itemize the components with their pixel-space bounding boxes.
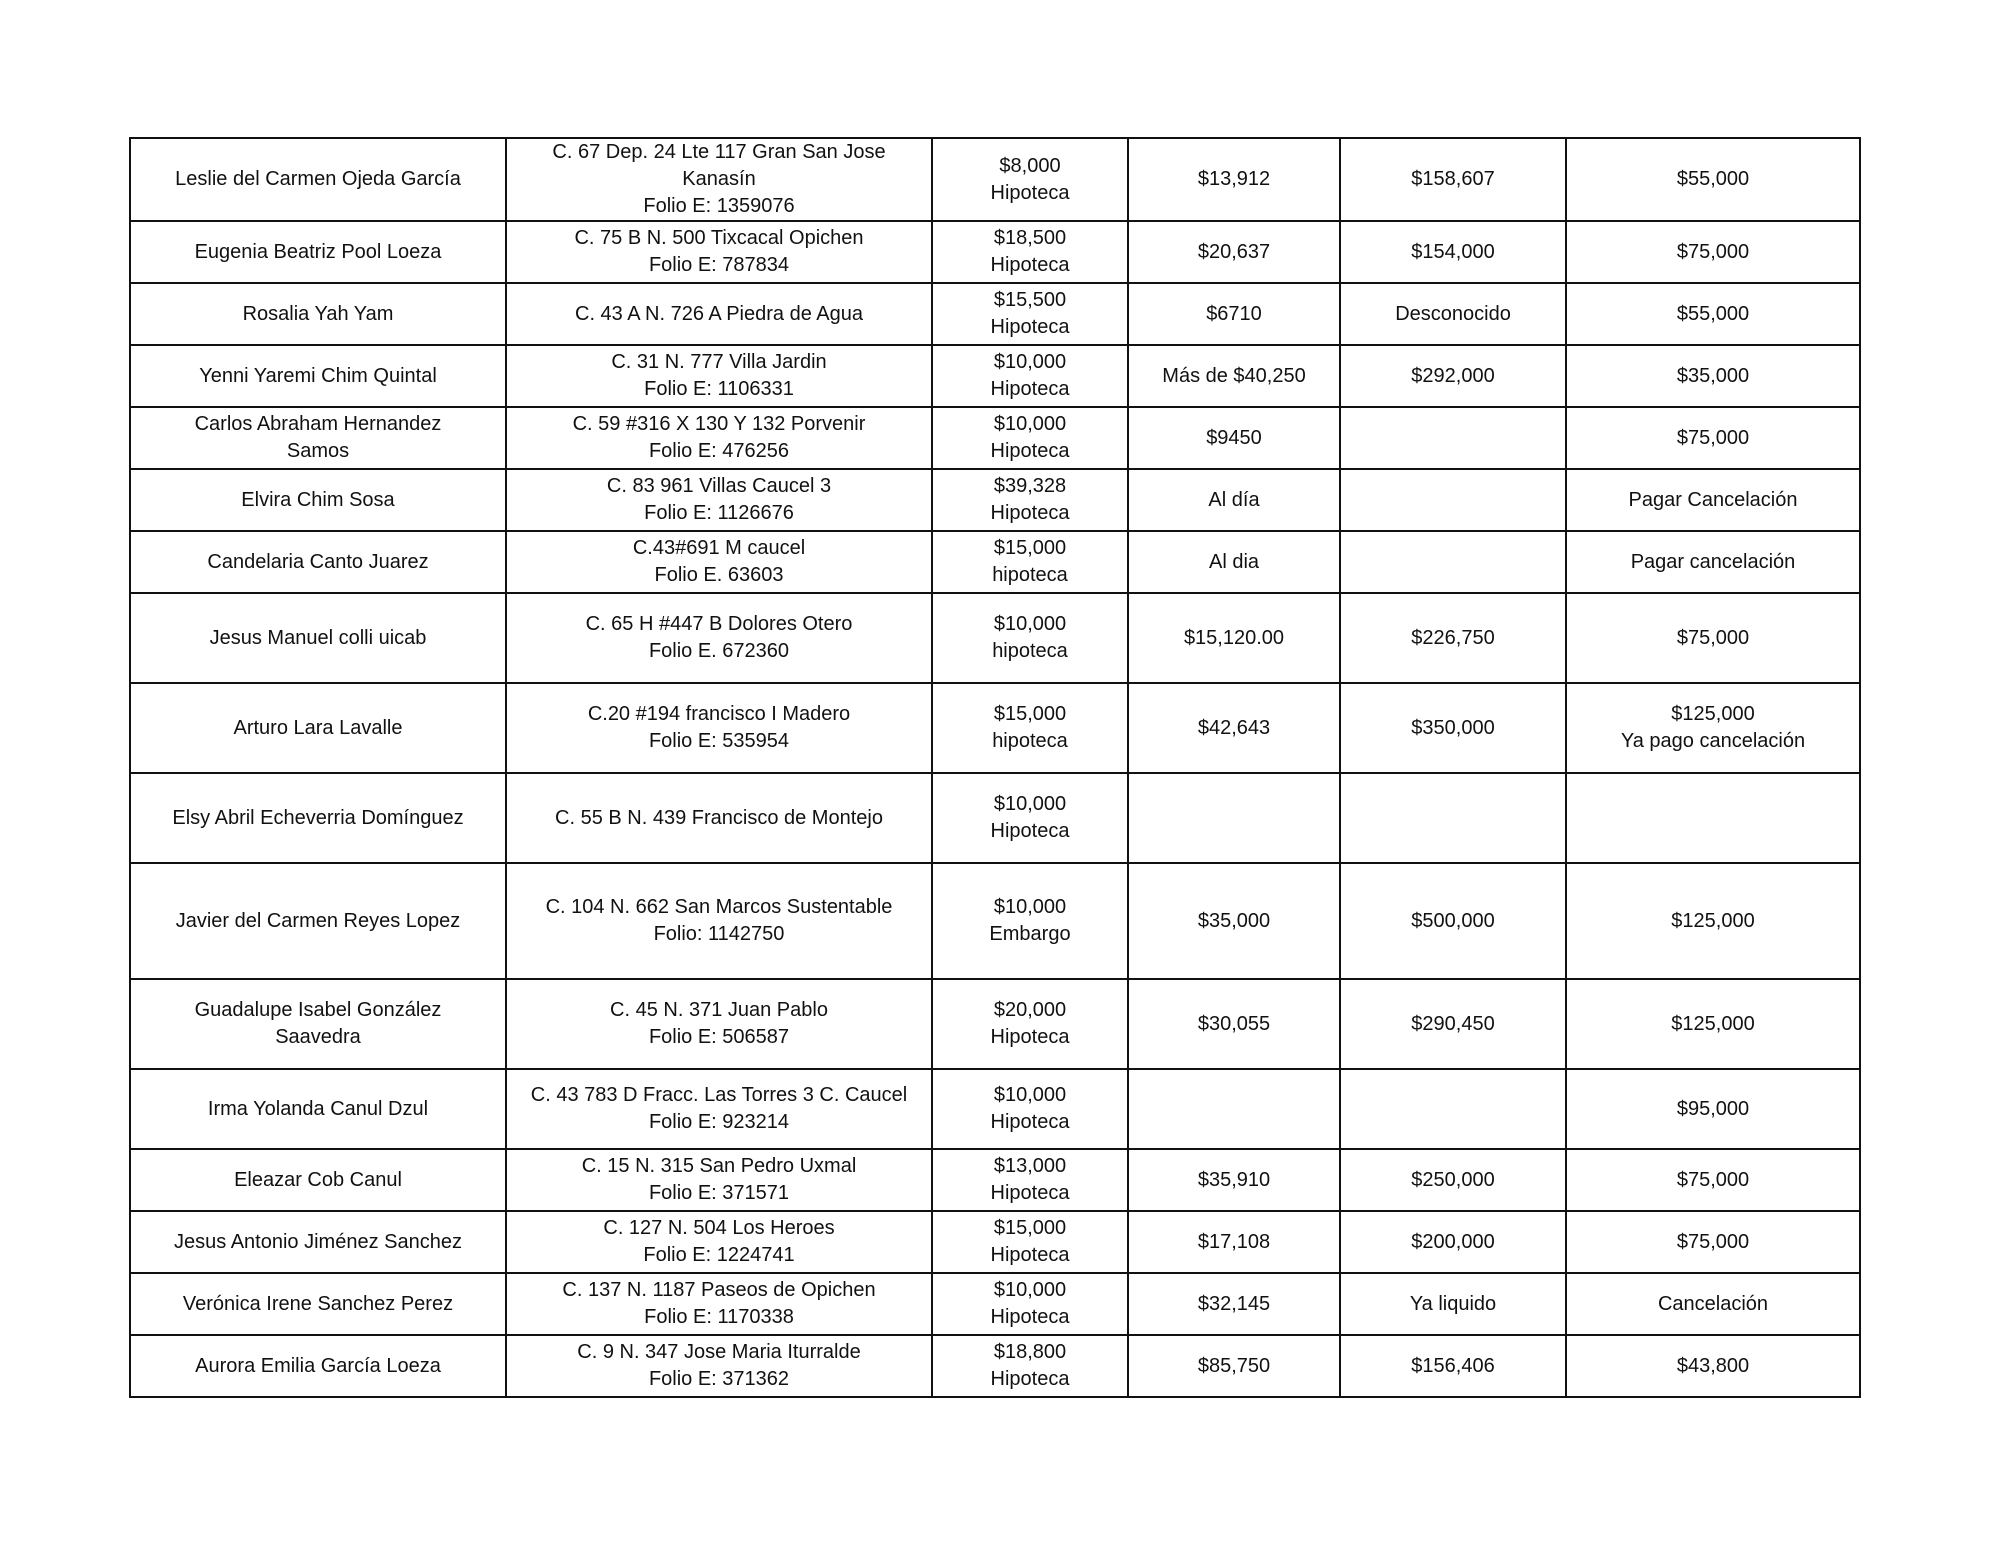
cell-debt [1128,1335,1340,1397]
address-line: C. 83 961 Villas Caucel 3 [606,475,832,497]
credit-line: Hipoteca [990,1182,1070,1204]
offer-line: $43,800 [1676,1354,1750,1377]
credit-line: hipoteca [992,640,1068,662]
address-line: C. 45 N. 371 Juan Pablo [610,999,828,1021]
cell-value [1340,407,1566,469]
credit-line: Hipoteca [990,1306,1070,1328]
cell-offer [1566,221,1860,283]
cell-address [506,345,932,407]
table-row [130,1273,1860,1335]
address-line: Folio E: 371571 [648,1182,790,1204]
cell-value [1340,1149,1566,1211]
cell-offer [1566,863,1860,979]
address-line: Folio E: 1224741 [643,1244,795,1266]
cell-name [130,407,506,469]
address-line: Kanasín [682,168,756,190]
name-line: Rosalia Yah Yam [242,302,394,325]
cell-credit [932,407,1128,469]
table-row [130,345,1860,407]
cell-credit [932,469,1128,531]
name-line: Aurora Emilia García Loeza [195,1354,441,1377]
cell-address [506,1149,932,1211]
address-line: C. 127 N. 504 Los Heroes [603,1217,835,1239]
cell-address [506,138,932,221]
table-row [130,863,1860,979]
credit-line: Hipoteca [990,181,1070,204]
credit-line: $39,328 [993,475,1067,497]
cell-value [1340,138,1566,221]
address-line: Folio E: 371362 [648,1368,790,1390]
table-row [130,979,1860,1069]
cell-value [1340,1335,1566,1397]
cell-address [506,407,932,469]
cell-name [130,1273,506,1335]
cell-value [1340,283,1566,345]
offer-line: $125,000 [1671,703,1755,725]
address-line: Folio E: 476256 [648,440,790,462]
address-line: C.20 #194 francisco I Madero [587,703,851,725]
table-row [130,1149,1860,1211]
name-line: Guadalupe Isabel González [194,999,442,1021]
table-row [130,531,1860,593]
debt-line: Al día [1208,488,1260,511]
cell-credit [932,138,1128,221]
credit-line: Hipoteca [990,1368,1070,1390]
name-line: Elsy Abril Echeverria Domínguez [172,806,464,829]
address-line: Folio E: 535954 [648,730,790,752]
cell-name [130,1069,506,1149]
table-row [130,469,1860,531]
cell-name [130,1335,506,1397]
cell-name [130,531,506,593]
cell-debt [1128,138,1340,221]
credit-line: Hipoteca [990,1244,1070,1266]
offer-line: Ya pago cancelación [1620,730,1806,752]
debt-line: $35,910 [1197,1168,1271,1191]
cell-address [506,1335,932,1397]
cell-debt [1128,531,1340,593]
name-line: Eugenia Beatriz Pool Loeza [194,240,442,263]
cell-value [1340,469,1566,531]
address-line: Folio E: 1126676 [644,502,794,524]
cell-address [506,1211,932,1273]
offer-line: $75,000 [1676,1230,1750,1253]
debt-line: $20,637 [1197,240,1271,263]
credit-line: $10,000 [993,1084,1067,1106]
credit-line: Hipoteca [990,1026,1070,1048]
address-line: C. 15 N. 315 San Pedro Uxmal [581,1155,857,1177]
credit-line: hipoteca [992,730,1068,752]
value-line: $290,450 [1411,1012,1495,1035]
cell-name [130,345,506,407]
value-line: $350,000 [1411,716,1495,739]
cell-credit [932,863,1128,979]
offer-line: $75,000 [1676,240,1750,263]
cell-debt [1128,1069,1340,1149]
cell-value [1340,345,1566,407]
value-line: $250,000 [1411,1168,1495,1191]
cell-credit [932,1149,1128,1211]
debt-line: $17,108 [1197,1230,1271,1253]
table-row [130,1211,1860,1273]
cell-debt [1128,1149,1340,1211]
cell-offer [1566,1069,1860,1149]
cell-offer [1566,138,1860,221]
cell-debt [1128,1211,1340,1273]
table-row [130,138,1860,221]
cell-address [506,773,932,863]
cell-address [506,683,932,773]
debt-line: $6710 [1206,302,1262,325]
cell-credit [932,283,1128,345]
cell-value [1340,221,1566,283]
credit-line: Hipoteca [990,316,1070,338]
address-line: Folio E: 506587 [648,1026,790,1048]
cell-value [1340,1211,1566,1273]
address-line: C. 104 N. 662 San Marcos Sustentable [545,896,893,918]
cell-credit [932,531,1128,593]
cell-debt [1128,1273,1340,1335]
debt-line: $35,000 [1197,909,1271,932]
credit-line: Hipoteca [990,820,1070,842]
address-line: C. 67 Dep. 24 Lte 117 Gran San Jose [552,141,886,163]
credit-line: $13,000 [993,1155,1067,1177]
cell-credit [932,1335,1128,1397]
value-line: $500,000 [1411,909,1495,932]
table-row [130,221,1860,283]
debt-line: $9450 [1206,426,1262,449]
name-line: Irma Yolanda Canul Dzul [207,1097,429,1120]
debt-line: $32,145 [1197,1292,1271,1315]
name-line: Arturo Lara Lavalle [233,716,403,739]
value-line: $158,607 [1411,168,1495,190]
cell-debt [1128,407,1340,469]
offer-line: $95,000 [1676,1097,1750,1120]
cell-offer [1566,345,1860,407]
cell-debt [1128,773,1340,863]
name-line: Elvira Chim Sosa [241,488,395,511]
cell-offer [1566,1149,1860,1211]
cell-offer [1566,683,1860,773]
table-row [130,283,1860,345]
cell-name [130,469,506,531]
address-line: C. 65 H #447 B Dolores Otero [585,613,853,635]
cell-name [130,773,506,863]
credit-line: $20,000 [993,999,1067,1021]
cell-credit [932,1273,1128,1335]
credit-line: $15,500 [993,289,1067,311]
table-row [130,683,1860,773]
name-line: Javier del Carmen Reyes Lopez [175,909,461,932]
credit-line: $10,000 [993,793,1067,815]
credit-line: Embargo [989,923,1071,945]
value-line: $200,000 [1411,1230,1495,1253]
cell-name [130,1211,506,1273]
offer-line: $125,000 [1671,1012,1755,1035]
address-line: C. 43 783 D Fracc. Las Torres 3 C. Caucel [530,1084,908,1106]
cell-address [506,1273,932,1335]
address-line: C. 31 N. 777 Villa Jardin [611,351,827,373]
credit-line: Hipoteca [990,440,1070,462]
address-line: Folio E: 923214 [648,1111,790,1133]
name-line: Saavedra [275,1026,361,1048]
credit-line: $15,000 [993,537,1067,559]
cell-offer [1566,593,1860,683]
address-line: Folio E: 787834 [648,254,790,276]
cell-address [506,863,932,979]
cell-name [130,283,506,345]
table-row [130,1069,1860,1149]
cell-value [1340,979,1566,1069]
value-line: $154,000 [1411,240,1495,263]
name-line: Candelaria Canto Juarez [207,550,429,573]
cell-offer [1566,407,1860,469]
value-line: Ya liquido [1409,1292,1497,1315]
credit-line: $10,000 [993,413,1067,435]
credit-line: $10,000 [993,613,1067,635]
address-line: Folio E: 1359076 [643,195,795,217]
cell-offer [1566,283,1860,345]
credit-line: $10,000 [993,896,1067,918]
table-row [130,773,1860,863]
cell-name [130,979,506,1069]
cell-name [130,221,506,283]
cell-debt [1128,863,1340,979]
cell-offer [1566,1335,1860,1397]
address-line: C. 55 B N. 439 Francisco de Montejo [555,806,883,829]
offer-line: $75,000 [1676,1168,1750,1191]
debt-line: Más de $40,250 [1162,364,1306,387]
credit-line: Hipoteca [990,1111,1070,1133]
address-line: Folio E: 1170338 [644,1306,794,1328]
cell-address [506,593,932,683]
cell-debt [1128,345,1340,407]
cell-value [1340,531,1566,593]
table-row [130,407,1860,469]
cell-value [1340,683,1566,773]
cell-offer [1566,1273,1860,1335]
credit-line: $10,000 [993,351,1067,373]
address-line: C.43#691 M caucel [632,537,806,559]
offer-line: Pagar cancelación [1630,550,1796,573]
credit-line: $18,800 [993,1341,1067,1363]
offer-line: $125,000 [1671,909,1755,932]
name-line: Yenni Yaremi Chim Quintal [199,364,437,387]
cell-credit [932,979,1128,1069]
cell-value [1340,1273,1566,1335]
cell-address [506,1069,932,1149]
address-line: C. 43 A N. 726 A Piedra de Agua [575,302,863,325]
cell-offer [1566,773,1860,863]
credit-line: Hipoteca [990,378,1070,400]
cell-name [130,138,506,221]
cell-debt [1128,221,1340,283]
cell-credit [932,345,1128,407]
offer-line: $75,000 [1676,626,1750,649]
cell-offer [1566,469,1860,531]
name-line: Jesus Manuel colli uicab [209,626,427,649]
cell-credit [932,773,1128,863]
address-line: C. 9 N. 347 Jose Maria Iturralde [577,1341,861,1363]
value-line: $156,406 [1411,1354,1495,1377]
name-line: Leslie del Carmen Ojeda García [175,168,461,190]
debt-line: $30,055 [1197,1012,1271,1035]
address-line: Folio E. 672360 [648,640,790,662]
cell-debt [1128,469,1340,531]
cell-credit [932,683,1128,773]
credit-line: $8,000 [999,154,1061,177]
credit-line: hipoteca [992,564,1068,586]
debt-line: $42,643 [1197,716,1271,739]
cell-debt [1128,283,1340,345]
credit-line: Hipoteca [990,502,1070,524]
table-row [130,593,1860,683]
cell-credit [932,1069,1128,1149]
cell-offer [1566,531,1860,593]
debt-line: $15,120.00 [1183,626,1285,649]
value-line: Desconocido [1395,302,1511,325]
offer-line: $75,000 [1676,426,1750,449]
cell-name [130,683,506,773]
address-line: Folio: 1142750 [653,923,785,945]
debt-line: Al dia [1208,550,1260,573]
offer-line: $55,000 [1676,302,1750,325]
offer-line: $35,000 [1676,364,1750,387]
credit-line: $10,000 [993,1279,1067,1301]
cell-value [1340,773,1566,863]
debt-line: $13,912 [1197,168,1271,190]
cell-value [1340,863,1566,979]
records-table [129,137,1861,1398]
credit-line: $15,000 [993,703,1067,725]
cell-address [506,283,932,345]
cell-offer [1566,1211,1860,1273]
address-line: Folio E: 1106331 [644,378,794,400]
value-line: $292,000 [1411,364,1495,387]
offer-line: Cancelación [1657,1292,1769,1315]
address-line: C. 59 #316 X 130 Y 132 Porvenir [572,413,866,435]
cell-name [130,1149,506,1211]
cell-credit [932,221,1128,283]
cell-value [1340,593,1566,683]
cell-debt [1128,593,1340,683]
name-line: Eleazar Cob Canul [234,1168,402,1191]
cell-credit [932,1211,1128,1273]
credit-line: $18,500 [993,227,1067,249]
cell-debt [1128,683,1340,773]
cell-address [506,221,932,283]
value-line: $226,750 [1411,626,1495,649]
address-line: Folio E. 63603 [654,564,784,586]
name-line: Verónica Irene Sanchez Perez [182,1292,454,1315]
name-line: Jesus Antonio Jiménez Sanchez [174,1230,462,1253]
credit-line: $15,000 [993,1217,1067,1239]
cell-offer [1566,979,1860,1069]
cell-name [130,593,506,683]
cell-value [1340,1069,1566,1149]
cell-address [506,979,932,1069]
table-row [130,1335,1860,1397]
debt-line: $85,750 [1197,1354,1271,1377]
address-line: C. 75 B N. 500 Tixcacal Opichen [574,227,864,249]
records-table-body [130,138,1860,1397]
cell-debt [1128,979,1340,1069]
cell-name [130,863,506,979]
name-line: Samos [286,440,350,462]
offer-line: Pagar Cancelación [1628,488,1798,511]
cell-address [506,531,932,593]
offer-line: $55,000 [1676,168,1750,190]
credit-line: Hipoteca [990,254,1070,276]
name-line: Carlos Abraham Hernandez [194,413,442,435]
address-line: C. 137 N. 1187 Paseos de Opichen [562,1279,876,1301]
cell-address [506,469,932,531]
cell-credit [932,593,1128,683]
